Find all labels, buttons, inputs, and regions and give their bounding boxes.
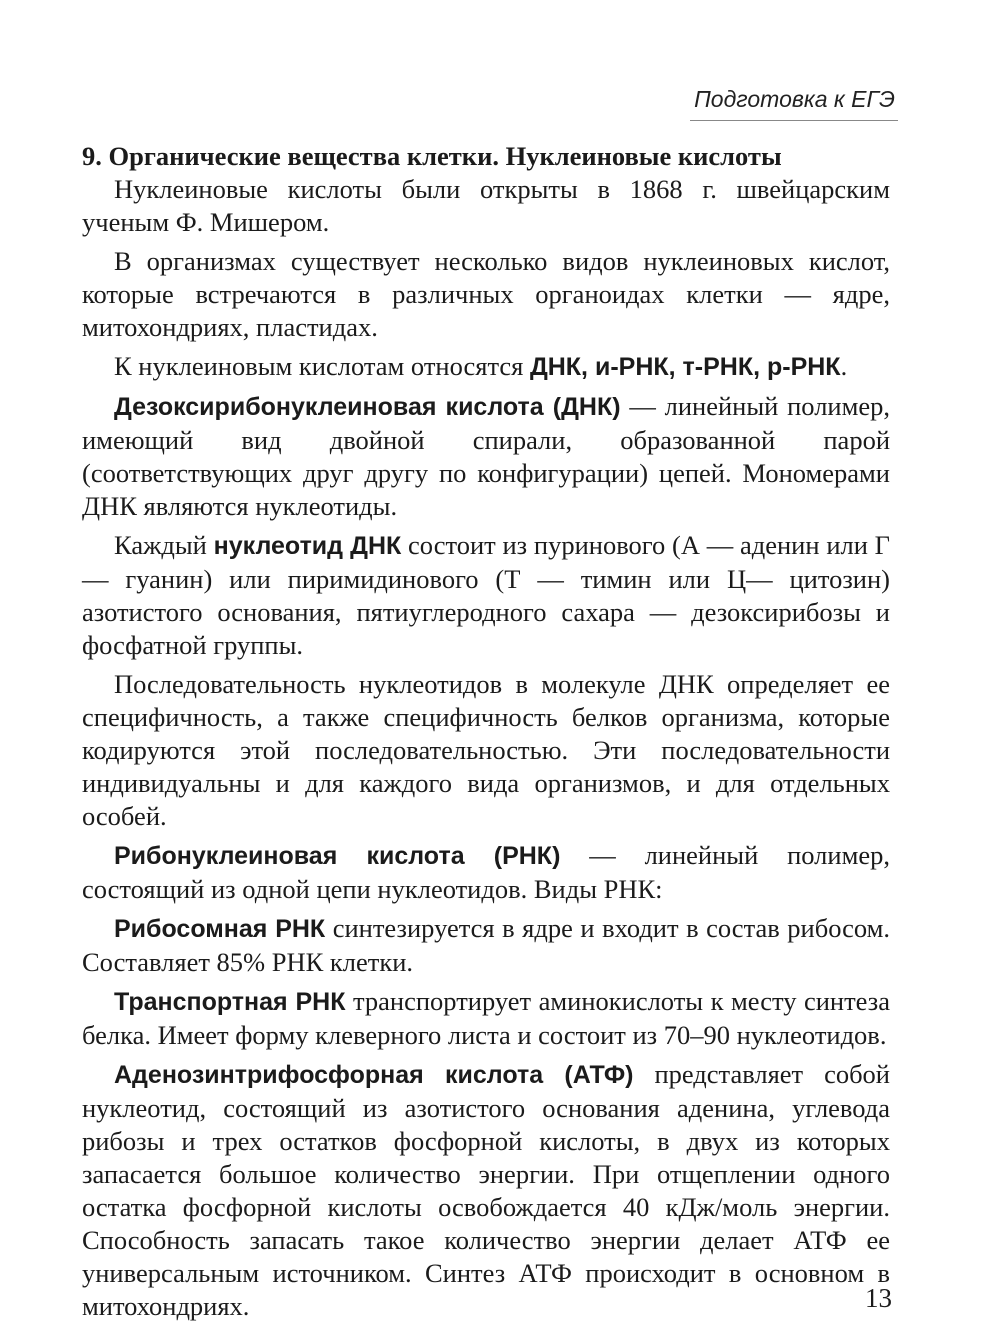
rrna-definition: синтезируется в ядре и входит в состав рибосом. Составляет 85% РНК клетки. bbox=[82, 913, 890, 977]
nucleotide-pre: Каждый bbox=[114, 530, 214, 560]
paragraph-rna bbox=[82, 839, 890, 906]
trna-definition: транспортирует аминокислоты к месту синтеза белка. Имеет форму клеверного листа и состоит из 70–90 нуклеотидов. bbox=[82, 986, 890, 1050]
atp-definition: представляет собой нуклеотид, состоящий из азотистого основания аденина, углевода рибозы и трех остатков фосфорной кислоты, в двух из которых запасается большое количество энергии. При отщеплении одного остатка фосфорной кислоты освобождается 40 кДж/моль энергии. Способность запасать такое количество энергии делает АТФ ее универсальным источником. Синтез АТФ происходит в основном в митохондриях. bbox=[82, 1059, 890, 1321]
nucleotide-definition: состоит из пуринового (А — аденин или Г — гуанин) или пиримидинового (Т — тимин или Ц— цитозин) азотистого основания, пятиуглеродного сахара — дезоксирибозы и фосфатной группы. bbox=[82, 530, 890, 660]
nucleotide-term: нуклеотид ДНК bbox=[213, 532, 402, 560]
trna-term: Транспортная РНК bbox=[114, 988, 346, 1016]
acid-list-end: . bbox=[840, 351, 848, 381]
atp-term: Аденозинтрифосфорная кислота (АТФ) bbox=[114, 1061, 634, 1089]
paragraph-types-location: В организмах существует несколько видов нуклеиновых кислот, которые встречаются в различных органоидах клетки — ядре, митохондриях, пластидах. bbox=[82, 246, 890, 342]
running-header: Подготовка к ЕГЭ bbox=[694, 86, 895, 112]
paragraph-discovery: Нуклеиновые кислоты были открыты в 1868 г. швейцарским ученым Ф. Мишером. bbox=[82, 174, 890, 237]
paragraph-nucleotide bbox=[82, 529, 890, 662]
paragraph-specificity: Последовательность нуклеотидов в молекуле ДНК определяет ее специфичность, а также специфичность белков организма, которые кодируются этой последовательностью. Эти последовательности индивидуальны и для каждого вида организмов, и для отдельных особей. bbox=[82, 669, 890, 831]
rna-definition: — линейный полимер, состоящий из одной цепи нуклеотидов. Виды РНК: bbox=[82, 840, 890, 904]
section-heading: 9. Органические вещества клетки. Нуклеиновые кислоты bbox=[82, 141, 782, 171]
acid-list-bold: ДНК, и-РНК, т-РНК, р-РНК bbox=[529, 353, 841, 381]
acid-list-text: К нуклеиновым кислотам относятся bbox=[114, 351, 530, 381]
dna-term: Дезоксирибонуклеиновая кислота (ДНК) bbox=[114, 393, 621, 421]
paragraph-trna bbox=[82, 985, 890, 1052]
paragraph-acid-list bbox=[82, 350, 890, 384]
dna-definition: — линейный полимер, имеющий вид двойной спирали, образованной парой (соответствующих друг другу по конфигурации) цепей. Мономерами ДНК являются нуклеотиды. bbox=[82, 391, 890, 521]
page-content bbox=[82, 140, 890, 1329]
rna-term: Рибонуклеиновая кислота (РНК) bbox=[114, 842, 561, 870]
paragraph-rrna bbox=[82, 912, 890, 979]
paragraph-atp bbox=[82, 1058, 890, 1323]
header-rule bbox=[690, 120, 898, 121]
paragraph-dna bbox=[82, 390, 890, 523]
rrna-term: Рибосомная РНК bbox=[114, 915, 326, 943]
page-number: 13 bbox=[865, 1283, 892, 1313]
